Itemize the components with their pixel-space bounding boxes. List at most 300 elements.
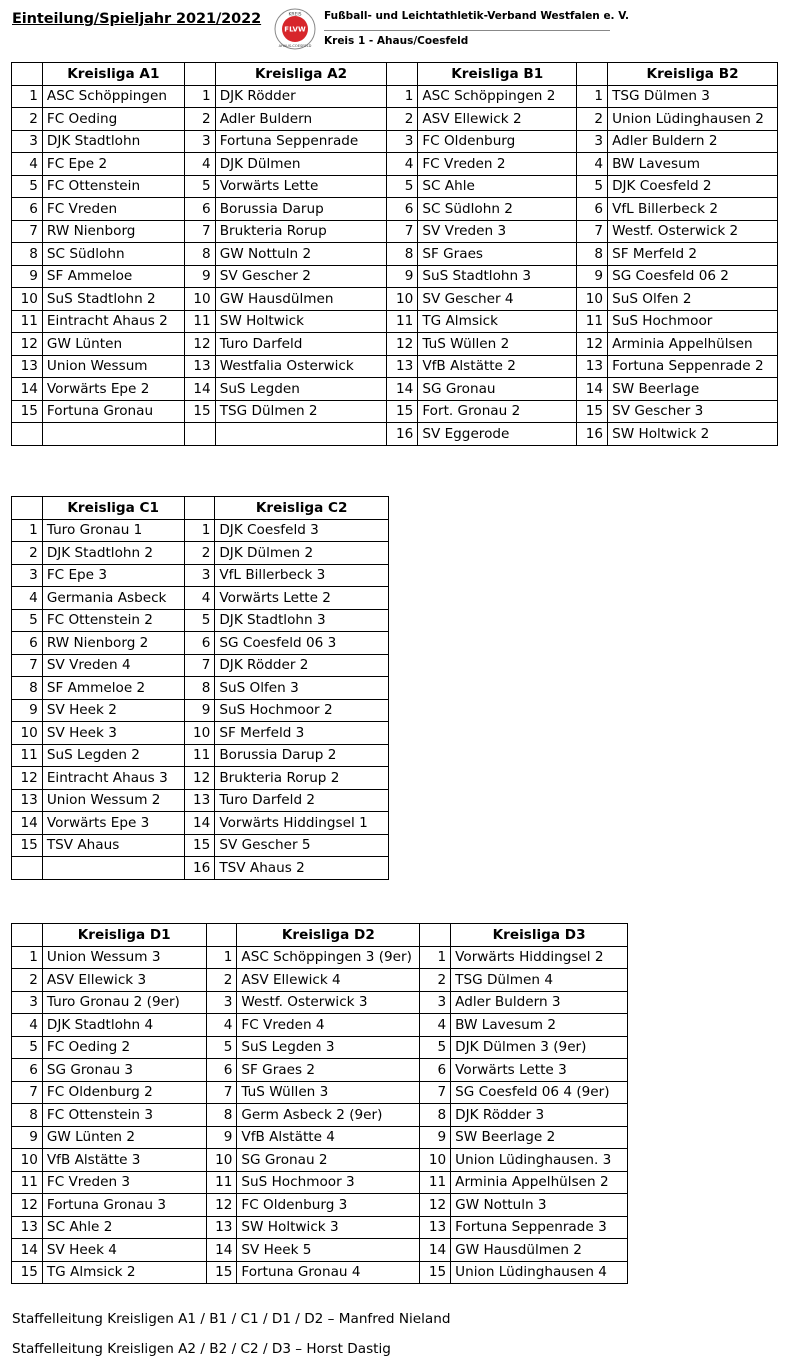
rank-number: 15 [12, 400, 43, 423]
rank-number: 7 [12, 654, 43, 677]
rank-number: 8 [206, 1104, 237, 1127]
team-name: ASC Schöppingen 3 (9er) [237, 946, 420, 969]
team-name: Westf. Osterwick 2 [608, 220, 778, 243]
table-row [12, 378, 778, 401]
footer-staff-2: Staffelleitung Kreisligen A2 / B2 / C2 / D3 – Horst Dastig [12, 1341, 391, 1357]
org-divider [324, 30, 610, 31]
team-name: DJK Stadtlohn [42, 130, 184, 153]
table-row [12, 1149, 628, 1172]
rank-number [12, 423, 43, 446]
team-name: TuS Wüllen 2 [418, 333, 577, 356]
rank-number: 16 [387, 423, 418, 446]
team-name: DJK Dülmen 3 (9er) [451, 1036, 628, 1059]
rank-number: 13 [387, 355, 418, 378]
team-name: ASC Schöppingen 2 [418, 85, 577, 108]
team-name: FC Vreden 3 [42, 1171, 206, 1194]
team-name: VfB Alstätte 3 [42, 1149, 206, 1172]
league-header: Kreisliga B2 [608, 63, 778, 86]
team-name: TuS Wüllen 3 [237, 1081, 420, 1104]
table-row [12, 1239, 628, 1262]
rank-number: 9 [12, 699, 43, 722]
rank-number: 2 [184, 108, 215, 131]
team-name: Union Lüdinghausen 4 [451, 1261, 628, 1284]
rank-number: 12 [184, 767, 215, 790]
rank-number: 5 [387, 175, 418, 198]
rank-number: 10 [184, 722, 215, 745]
rank-number: 7 [184, 654, 215, 677]
team-name: FC Epe 2 [42, 153, 184, 176]
rank-number: 10 [577, 288, 608, 311]
team-name: Turo Darfeld [215, 333, 387, 356]
rank-number: 8 [387, 243, 418, 266]
rank-number: 11 [577, 310, 608, 333]
team-name: Union Wessum 3 [42, 946, 206, 969]
rank-number: 4 [12, 153, 43, 176]
rank-number: 7 [184, 220, 215, 243]
team-name: Fort. Gronau 2 [418, 400, 577, 423]
rank-number: 12 [12, 767, 43, 790]
team-name [215, 423, 387, 446]
rank-number: 5 [184, 175, 215, 198]
rank-number: 4 [12, 587, 43, 610]
team-name: SF Ammeloe 2 [42, 677, 184, 700]
team-name: SuS Olfen 3 [215, 677, 389, 700]
rank-number: 15 [206, 1261, 237, 1284]
team-name: TSV Ahaus [42, 834, 184, 857]
team-name: SuS Legden 3 [237, 1036, 420, 1059]
rank-number: 6 [206, 1059, 237, 1082]
team-name: FC Vreden [42, 198, 184, 221]
team-name: Fortuna Seppenrade 2 [608, 355, 778, 378]
team-name: BW Lavesum [608, 153, 778, 176]
header-number-cell [12, 924, 43, 947]
team-name: ASV Ellewick 4 [237, 969, 420, 992]
team-name [42, 857, 184, 880]
rank-number: 2 [12, 542, 43, 565]
team-name: SF Graes [418, 243, 577, 266]
rank-number: 4 [184, 153, 215, 176]
table-header-row [12, 63, 778, 86]
rank-number: 14 [12, 1239, 43, 1262]
team-name: GW Lünten 2 [42, 1126, 206, 1149]
table-row [12, 85, 778, 108]
header-number-cell [12, 63, 43, 86]
team-name: Vorwärts Lette [215, 175, 387, 198]
rank-number: 3 [387, 130, 418, 153]
rank-number: 1 [184, 85, 215, 108]
rank-number: 9 [387, 265, 418, 288]
team-name: SW Holtwick [215, 310, 387, 333]
table-row [12, 1014, 628, 1037]
league-table-c [11, 496, 389, 880]
table-row [12, 699, 389, 722]
rank-number: 14 [420, 1239, 451, 1262]
team-name: SF Graes 2 [237, 1059, 420, 1082]
table-row [12, 400, 778, 423]
rank-number: 9 [12, 265, 43, 288]
rank-number: 1 [12, 946, 43, 969]
team-name: DJK Stadtlohn 3 [215, 609, 389, 632]
team-name: SuS Stadtlohn 3 [418, 265, 577, 288]
table-row [12, 243, 778, 266]
rank-number: 2 [387, 108, 418, 131]
rank-number: 10 [12, 722, 43, 745]
rank-number: 15 [12, 1261, 43, 1284]
rank-number: 15 [420, 1261, 451, 1284]
table-row [12, 857, 389, 880]
league-header: Kreisliga A2 [215, 63, 387, 86]
team-name: TSG Dülmen 3 [608, 85, 778, 108]
team-name: SuS Legden 2 [42, 744, 184, 767]
team-name: VfB Alstätte 2 [418, 355, 577, 378]
team-name [42, 423, 184, 446]
team-name: SV Eggerode [418, 423, 577, 446]
team-name: FC Oldenburg 2 [42, 1081, 206, 1104]
rank-number: 1 [206, 946, 237, 969]
rank-number: 6 [12, 632, 43, 655]
league-header: Kreisliga D1 [42, 924, 206, 947]
org-name: Fußball- und Leichtathletik-Verband Westfalen e. V. [324, 10, 629, 22]
team-name: TSG Dülmen 2 [215, 400, 387, 423]
table-row [12, 130, 778, 153]
rank-number: 11 [184, 744, 215, 767]
team-name: SC Südlohn [42, 243, 184, 266]
team-name: Germ Asbeck 2 (9er) [237, 1104, 420, 1127]
team-name: SG Gronau 2 [237, 1149, 420, 1172]
team-name: SV Vreden 3 [418, 220, 577, 243]
rank-number: 16 [184, 857, 215, 880]
table-row [12, 265, 778, 288]
team-name: SV Heek 5 [237, 1239, 420, 1262]
rank-number: 3 [184, 130, 215, 153]
team-name: Union Lüdinghausen 2 [608, 108, 778, 131]
header-number-cell [387, 63, 418, 86]
district-name: Kreis 1 - Ahaus/Coesfeld [324, 35, 469, 47]
flvw-logo-icon [274, 8, 316, 50]
table-row [12, 519, 389, 542]
rank-number: 1 [387, 85, 418, 108]
rank-number: 8 [184, 677, 215, 700]
team-name: SG Coesfeld 06 2 [608, 265, 778, 288]
rank-number: 12 [12, 1194, 43, 1217]
rank-number: 5 [12, 1036, 43, 1059]
rank-number: 6 [184, 198, 215, 221]
team-name: Brukteria Rorup [215, 220, 387, 243]
team-name: SV Gescher 5 [215, 834, 389, 857]
team-name: VfL Billerbeck 2 [608, 198, 778, 221]
rank-number: 5 [206, 1036, 237, 1059]
rank-number: 2 [577, 108, 608, 131]
rank-number: 4 [206, 1014, 237, 1037]
team-name: SW Beerlage [608, 378, 778, 401]
rank-number: 2 [206, 969, 237, 992]
team-name: DJK Rödder [215, 85, 387, 108]
team-name: DJK Dülmen [215, 153, 387, 176]
team-name: Turo Gronau 1 [42, 519, 184, 542]
table-row [12, 1081, 628, 1104]
rank-number: 11 [184, 310, 215, 333]
team-name: SC Ahle 2 [42, 1216, 206, 1239]
team-name: Fortuna Gronau [42, 400, 184, 423]
table-row [12, 1059, 628, 1082]
rank-number: 4 [420, 1014, 451, 1037]
team-name: DJK Coesfeld 2 [608, 175, 778, 198]
league-header: Kreisliga C2 [215, 497, 389, 520]
table-row [12, 1261, 628, 1284]
table-header-row [12, 924, 628, 947]
team-name: Westf. Osterwick 3 [237, 991, 420, 1014]
team-name: Union Wessum [42, 355, 184, 378]
team-name: Vorwärts Hiddingsel 1 [215, 812, 389, 835]
table-row [12, 288, 778, 311]
rank-number: 5 [577, 175, 608, 198]
team-name: FC Ottenstein 3 [42, 1104, 206, 1127]
team-name: GW Nottuln 2 [215, 243, 387, 266]
table-row [12, 1126, 628, 1149]
rank-number: 10 [184, 288, 215, 311]
rank-number: 8 [12, 1104, 43, 1127]
team-name: SuS Legden [215, 378, 387, 401]
rank-number: 2 [12, 969, 43, 992]
team-name: Adler Buldern 3 [451, 991, 628, 1014]
team-name: DJK Stadtlohn 4 [42, 1014, 206, 1037]
rank-number: 3 [184, 564, 215, 587]
header-number-cell [420, 924, 451, 947]
rank-number: 3 [12, 991, 43, 1014]
rank-number: 12 [387, 333, 418, 356]
table-row [12, 767, 389, 790]
table-row [12, 423, 778, 446]
team-name: Vorwärts Hiddingsel 2 [451, 946, 628, 969]
rank-number: 15 [184, 834, 215, 857]
team-name: SuS Hochmoor 2 [215, 699, 389, 722]
rank-number: 14 [12, 812, 43, 835]
rank-number: 5 [420, 1036, 451, 1059]
league-header: Kreisliga A1 [42, 63, 184, 86]
team-name: SV Heek 3 [42, 722, 184, 745]
rank-number: 12 [184, 333, 215, 356]
league-header: Kreisliga D3 [451, 924, 628, 947]
team-name: VfL Billerbeck 3 [215, 564, 389, 587]
table-row [12, 654, 389, 677]
team-name: Borussia Darup 2 [215, 744, 389, 767]
team-name: TG Almsick 2 [42, 1261, 206, 1284]
header-number-cell [184, 63, 215, 86]
team-name: GW Nottuln 3 [451, 1194, 628, 1217]
header-number-cell [206, 924, 237, 947]
rank-number: 1 [577, 85, 608, 108]
table-row [12, 722, 389, 745]
league-table-a-b [11, 62, 778, 446]
table-row [12, 587, 389, 610]
rank-number: 7 [12, 220, 43, 243]
table-row [12, 333, 778, 356]
rank-number: 14 [577, 378, 608, 401]
rank-number: 3 [12, 130, 43, 153]
rank-number: 12 [577, 333, 608, 356]
rank-number: 16 [577, 423, 608, 446]
rank-number: 4 [12, 1014, 43, 1037]
rank-number: 7 [387, 220, 418, 243]
rank-number: 10 [387, 288, 418, 311]
rank-number: 13 [184, 355, 215, 378]
team-name: TSG Dülmen 4 [451, 969, 628, 992]
team-name: TG Almsick [418, 310, 577, 333]
team-name: GW Hausdülmen 2 [451, 1239, 628, 1262]
team-name: Fortuna Seppenrade [215, 130, 387, 153]
team-name: GW Hausdülmen [215, 288, 387, 311]
table-row [12, 1171, 628, 1194]
table-row [12, 542, 389, 565]
table-row [12, 789, 389, 812]
table-row [12, 946, 628, 969]
rank-number [12, 857, 43, 880]
team-name: Vorwärts Epe 2 [42, 378, 184, 401]
rank-number: 9 [184, 265, 215, 288]
rank-number: 14 [184, 378, 215, 401]
team-name: SV Gescher 3 [608, 400, 778, 423]
table-row [12, 175, 778, 198]
table-row [12, 632, 389, 655]
team-name: FC Oldenburg 3 [237, 1194, 420, 1217]
team-name: SV Gescher 4 [418, 288, 577, 311]
team-name: SF Merfeld 2 [608, 243, 778, 266]
team-name: DJK Rödder 2 [215, 654, 389, 677]
team-name: DJK Coesfeld 3 [215, 519, 389, 542]
rank-number: 6 [420, 1059, 451, 1082]
league-header: Kreisliga C1 [42, 497, 184, 520]
league-header: Kreisliga B1 [418, 63, 577, 86]
table-row [12, 991, 628, 1014]
team-name: SG Coesfeld 06 4 (9er) [451, 1081, 628, 1104]
rank-number: 3 [577, 130, 608, 153]
rank-number: 13 [12, 1216, 43, 1239]
rank-number: 1 [184, 519, 215, 542]
rank-number: 8 [420, 1104, 451, 1127]
team-name: SC Ahle [418, 175, 577, 198]
rank-number: 5 [12, 175, 43, 198]
team-name: SG Coesfeld 06 3 [215, 632, 389, 655]
table-row [12, 564, 389, 587]
table-row [12, 969, 628, 992]
team-name: Vorwärts Lette 3 [451, 1059, 628, 1082]
rank-number: 10 [206, 1149, 237, 1172]
table-row [12, 677, 389, 700]
rank-number: 6 [12, 1059, 43, 1082]
team-name: SuS Stadtlohn 2 [42, 288, 184, 311]
team-name: Eintracht Ahaus 3 [42, 767, 184, 790]
team-name: SW Beerlage 2 [451, 1126, 628, 1149]
rank-number: 3 [12, 564, 43, 587]
rank-number: 8 [12, 677, 43, 700]
team-name: SW Holtwick 2 [608, 423, 778, 446]
team-name: SV Vreden 4 [42, 654, 184, 677]
table-row [12, 1216, 628, 1239]
rank-number: 7 [12, 1081, 43, 1104]
team-name: Union Wessum 2 [42, 789, 184, 812]
team-name: SF Ammeloe [42, 265, 184, 288]
table-row [12, 609, 389, 632]
table-row [12, 220, 778, 243]
rank-number: 13 [184, 789, 215, 812]
table-row [12, 812, 389, 835]
rank-number: 6 [12, 198, 43, 221]
team-name: DJK Rödder 3 [451, 1104, 628, 1127]
rank-number: 7 [206, 1081, 237, 1104]
rank-number: 12 [206, 1194, 237, 1217]
table-row [12, 744, 389, 767]
rank-number: 14 [206, 1239, 237, 1262]
footer-staff-1: Staffelleitung Kreisligen A1 / B1 / C1 / D1 / D2 – Manfred Nieland [12, 1311, 451, 1327]
rank-number: 6 [387, 198, 418, 221]
rank-number [184, 423, 215, 446]
table-row [12, 108, 778, 131]
team-name: Turo Gronau 2 (9er) [42, 991, 206, 1014]
rank-number: 13 [420, 1216, 451, 1239]
team-name: Germania Asbeck [42, 587, 184, 610]
table-row [12, 198, 778, 221]
team-name: Brukteria Rorup 2 [215, 767, 389, 790]
team-name: FC Ottenstein [42, 175, 184, 198]
rank-number: 15 [577, 400, 608, 423]
logo-text-bottom: AHAUS-COESFELD [278, 44, 312, 48]
team-name: GW Lünten [42, 333, 184, 356]
rank-number: 11 [12, 744, 43, 767]
rank-number: 13 [206, 1216, 237, 1239]
rank-number: 14 [184, 812, 215, 835]
team-name: VfB Alstätte 4 [237, 1126, 420, 1149]
team-name: Turo Darfeld 2 [215, 789, 389, 812]
team-name: DJK Dülmen 2 [215, 542, 389, 565]
rank-number: 4 [577, 153, 608, 176]
rank-number: 10 [12, 288, 43, 311]
rank-number: 8 [577, 243, 608, 266]
rank-number: 15 [184, 400, 215, 423]
team-name: ASC Schöppingen [42, 85, 184, 108]
rank-number: 8 [184, 243, 215, 266]
rank-number: 11 [420, 1171, 451, 1194]
team-name: SG Gronau [418, 378, 577, 401]
team-name: Arminia Appelhülsen 2 [451, 1171, 628, 1194]
rank-number: 5 [184, 609, 215, 632]
league-table-d [11, 923, 628, 1284]
team-name: Vorwärts Epe 3 [42, 812, 184, 835]
logo-text-mid: FLVW [284, 25, 306, 34]
team-name: FC Vreden 2 [418, 153, 577, 176]
table-row [12, 153, 778, 176]
rank-number: 1 [420, 946, 451, 969]
team-name: DJK Stadtlohn 2 [42, 542, 184, 565]
team-name: RW Nienborg 2 [42, 632, 184, 655]
rank-number: 4 [387, 153, 418, 176]
rank-number: 15 [12, 834, 43, 857]
team-name: Westfalia Osterwick [215, 355, 387, 378]
rank-number: 12 [12, 333, 43, 356]
rank-number: 15 [387, 400, 418, 423]
team-name: SV Gescher 2 [215, 265, 387, 288]
rank-number: 12 [420, 1194, 451, 1217]
rank-number: 6 [577, 198, 608, 221]
table-row [12, 310, 778, 333]
table-row [12, 1194, 628, 1217]
team-name: SC Südlohn 2 [418, 198, 577, 221]
rank-number: 4 [184, 587, 215, 610]
team-name: SV Heek 2 [42, 699, 184, 722]
team-name: FC Oldenburg [418, 130, 577, 153]
rank-number: 9 [184, 699, 215, 722]
logo-text-top: KREIS [288, 12, 302, 18]
team-name: SV Heek 4 [42, 1239, 206, 1262]
